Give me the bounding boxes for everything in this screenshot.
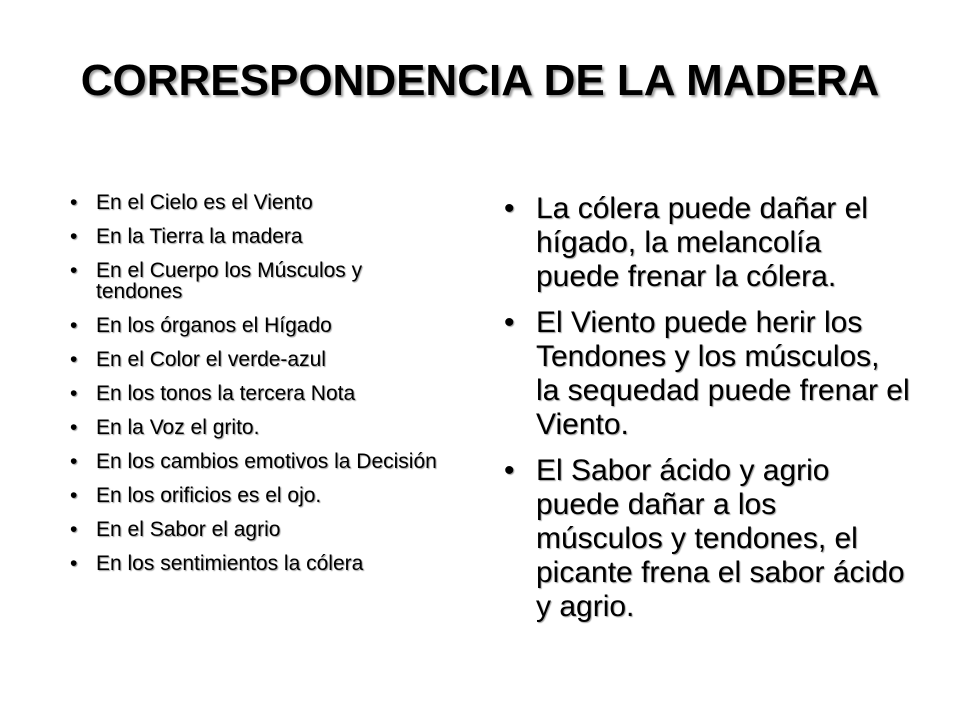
left-list-item [64,315,454,336]
right-bullet-list [500,192,910,636]
bullet-icon: • [70,259,78,282]
bullet-icon: • [70,518,78,541]
bullet-icon: • [504,454,515,487]
left-list-item-text: En los orificios es el ojo. [96,484,322,507]
right-list-item [500,192,910,294]
left-list-item [64,485,454,506]
right-list-item-text: El Viento puede herir los Tendones y los músculos, la sequedad puede frenar el Viento. [536,306,910,441]
left-bullet-list [64,192,454,587]
left-list-item-text: En la Tierra la madera [96,225,303,248]
left-list-item-text: En los tonos la tercera Nota [96,382,356,405]
right-list-item [500,454,910,624]
left-list-item [64,519,454,540]
bullet-icon: • [504,192,515,225]
bullet-icon: • [504,306,515,339]
left-list-item [64,417,454,438]
right-list-item [500,306,910,442]
left-list-item-text: En la Voz el grito. [96,416,260,439]
left-list-item [64,383,454,404]
bullet-icon: • [70,314,78,337]
left-list-item-text: En el Color el verde-azul [96,348,326,371]
left-list-item-text: En el Cuerpo los Músculos y tendones [96,259,363,303]
bullet-icon: • [70,484,78,507]
left-list-item [64,192,454,213]
left-list-item-text: En el Cielo es el Viento [96,191,313,214]
bullet-icon: • [70,416,78,439]
left-list-item-text: En el Sabor el agrio [96,518,281,541]
left-list-item-text: En los cambios emotivos la Decisión [96,450,437,473]
left-list-item [64,451,454,472]
bullet-icon: • [70,225,78,248]
bullet-icon: • [70,191,78,214]
right-list-item-text: La cólera puede dañar el hígado, la melancolía puede frenar la cólera. [536,192,868,293]
left-list-item [64,260,454,302]
right-list-item-text: El Sabor ácido y agrio puede dañar a los músculos y tendones, el picante frena el sabor ácido y agrio. [536,454,905,623]
bullet-icon: • [70,552,78,575]
bullet-icon: • [70,450,78,473]
bullet-icon: • [70,348,78,371]
left-list-item-text: En los órganos el Hígado [96,314,332,337]
bullet-icon: • [70,382,78,405]
slide-title: CORRESPONDENCIA DE LA MADERA [80,56,880,105]
left-list-item-text: En los sentimientos la cólera [96,552,364,575]
left-list-item [64,226,454,247]
left-list-item [64,349,454,370]
left-list-item [64,553,454,574]
